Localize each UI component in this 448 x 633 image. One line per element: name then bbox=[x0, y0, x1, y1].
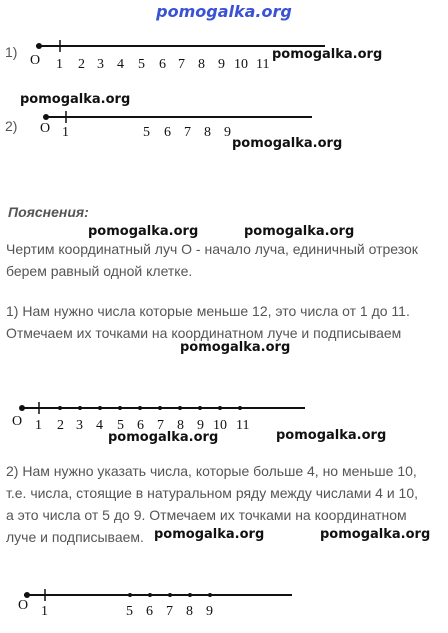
watermark: pomogalka.org bbox=[154, 527, 265, 542]
watermark: pomogalka.org bbox=[320, 527, 431, 542]
watermark: pomogalka.org bbox=[272, 47, 383, 62]
tick-label: 10 bbox=[234, 57, 248, 72]
tick-label: 11 bbox=[236, 418, 250, 433]
tick-label: 5 bbox=[126, 604, 133, 619]
tick-label: 1 bbox=[62, 125, 69, 140]
tick-label: 4 bbox=[117, 57, 124, 72]
tick-label: 2 bbox=[78, 57, 85, 72]
tick-label: 5 bbox=[117, 418, 124, 433]
tick-label: 6 bbox=[137, 418, 144, 433]
watermark: pomogalka.org bbox=[20, 92, 131, 107]
site-logo: pomogalka.org bbox=[156, 2, 292, 21]
tick-label: 2 bbox=[57, 418, 64, 433]
tick-label: 7 bbox=[157, 418, 164, 433]
watermark: pomogalka.org bbox=[108, 430, 219, 445]
tick-label: 9 bbox=[197, 418, 204, 433]
tick-label: 8 bbox=[177, 418, 184, 433]
explanation-heading: Пояснения: bbox=[8, 204, 89, 220]
tick-label: 3 bbox=[76, 418, 83, 433]
tick-label: 1 bbox=[41, 604, 48, 619]
tick-label: 9 bbox=[224, 125, 231, 140]
tick-label: 7 bbox=[184, 125, 191, 140]
tick-label: 8 bbox=[186, 604, 193, 619]
tick-label: 1 bbox=[35, 418, 42, 433]
watermark: pomogalka.org bbox=[88, 224, 199, 239]
tick-label: 5 bbox=[138, 57, 145, 72]
origin-label: O bbox=[12, 414, 23, 429]
watermark: pomogalka.org bbox=[232, 136, 343, 151]
tick-label: 7 bbox=[178, 57, 185, 72]
tick-label: 6 bbox=[159, 57, 166, 72]
tick-label: 10 bbox=[213, 418, 227, 433]
watermark: pomogalka.org bbox=[244, 224, 355, 239]
paragraph-intro: Чертим координатный луч О - начало луча, единичный отрезок берем равный одной клетке. bbox=[6, 241, 418, 279]
tick-label: 6 bbox=[164, 125, 171, 140]
watermark: pomogalka.org bbox=[276, 428, 387, 443]
tick-label: 4 bbox=[96, 418, 103, 433]
paragraph-step-2: 2) Нам нужно указать числа, которые больше 4, но меньше 10, т.е. числа, стоящие в натуральном ряду между числами 4 и 10, а это числа от 5 до 9. Отмечаем их точками на координатном луче и подписываем. bbox=[6, 463, 419, 545]
tick-label: 7 bbox=[166, 604, 173, 619]
tick-label: 9 bbox=[206, 604, 213, 619]
origin-label: O bbox=[18, 598, 29, 613]
tick-label: 11 bbox=[256, 57, 270, 72]
tick-label: 5 bbox=[143, 125, 150, 140]
tick-label: 8 bbox=[204, 125, 211, 140]
tick-label: 8 bbox=[198, 57, 205, 72]
tick-label: 1 bbox=[56, 57, 63, 72]
tick-label: 3 bbox=[97, 57, 104, 72]
paragraph-step-1: 1) Нам нужно числа которые меньше 12, это числа от 1 до 11. Отмечаем их точками на координатном луче и подписываем bbox=[6, 303, 410, 341]
item-1-marker: 1) bbox=[5, 44, 18, 60]
origin-label: O bbox=[30, 53, 41, 68]
origin-label: O bbox=[40, 121, 51, 136]
item-2-marker: 2) bbox=[5, 118, 18, 134]
tick-label: 9 bbox=[218, 57, 225, 72]
watermark: pomogalka.org bbox=[180, 340, 291, 355]
tick-label: 6 bbox=[146, 604, 153, 619]
